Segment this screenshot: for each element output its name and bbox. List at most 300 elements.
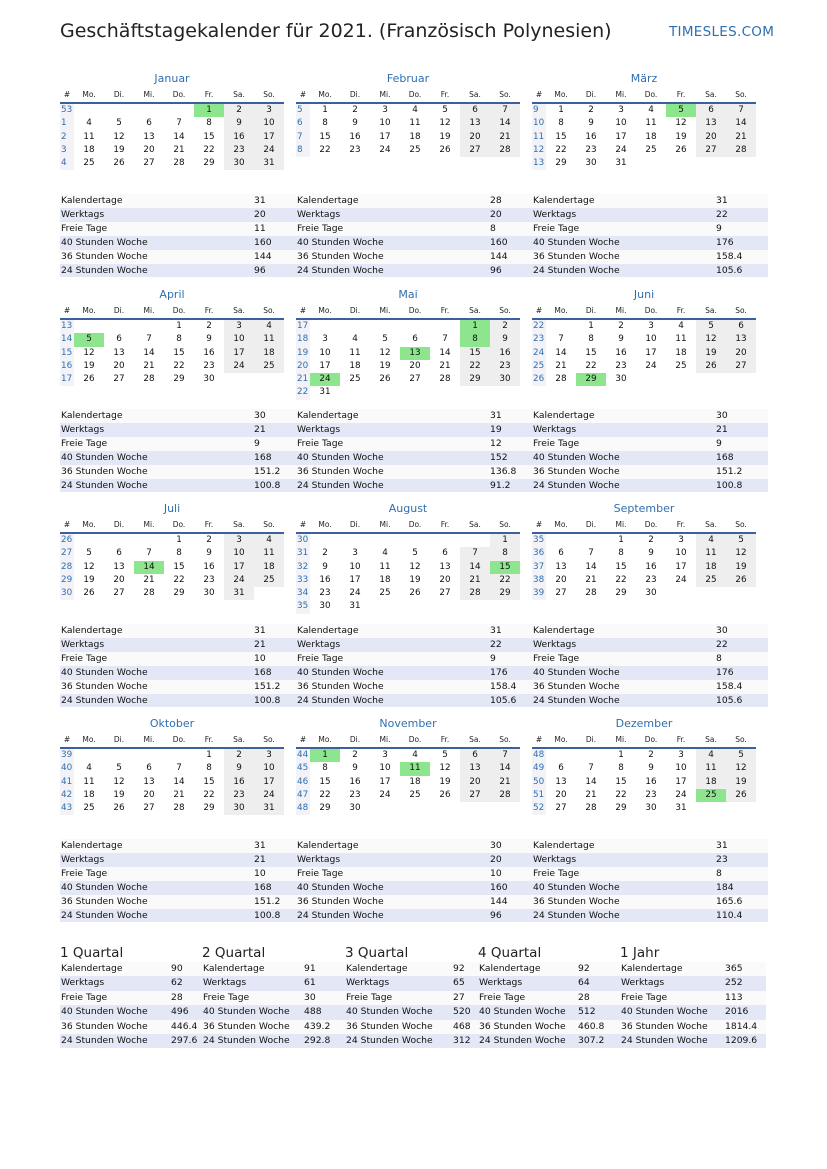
stats-label: 40 Stunden Woche [296, 881, 489, 895]
stats-value: 96 [489, 909, 532, 923]
day-cell: 4 [696, 748, 726, 762]
stats-table [296, 624, 532, 707]
week-row [60, 748, 284, 762]
stats-row [532, 680, 768, 694]
summary-table [202, 962, 348, 1048]
weekday-header: Di. [104, 304, 134, 319]
stats-table [60, 624, 296, 707]
empty-day-cell [726, 587, 756, 600]
stats-value: 176 [715, 236, 768, 250]
summary-row [345, 1005, 491, 1019]
summary-value: 488 [303, 1005, 348, 1019]
stats-row [60, 208, 296, 222]
summary-table [620, 962, 766, 1048]
empty-day-cell [636, 373, 666, 386]
summary-value: 27 [452, 991, 491, 1005]
week-number: 31 [296, 547, 310, 560]
day-cell: 5 [86, 548, 92, 559]
day-cell: 25 [696, 789, 726, 802]
summary-value: 30 [303, 991, 348, 1005]
summary-row [620, 1034, 766, 1048]
day-cell: 22 [319, 789, 331, 800]
day-cell: 29 [615, 588, 627, 599]
month-table [60, 733, 284, 815]
stats-table [532, 839, 768, 922]
day-cell: 25 [645, 144, 657, 155]
weekday-header-row [60, 304, 284, 319]
stats-label: Kalendertage [532, 839, 715, 853]
day-cell: 25 [254, 360, 284, 373]
month-name: Januar [154, 72, 190, 85]
weekday-header-row [532, 304, 756, 319]
day-cell: 21 [173, 144, 185, 155]
day-cell: 28 [173, 158, 185, 169]
week-row [60, 561, 284, 574]
month-table [296, 88, 520, 157]
stats-label: Kalendertage [60, 624, 253, 638]
weekday-header: Fr. [666, 88, 696, 103]
day-cell: 3 [254, 103, 284, 117]
stats-value: 165.6 [715, 895, 768, 909]
week-row [60, 762, 284, 775]
day-cell: 3 [224, 533, 254, 547]
day-cell: 13 [460, 117, 490, 130]
stats-row [532, 839, 768, 853]
stats-label: Werktags [532, 853, 715, 867]
day-cell: 5 [442, 105, 448, 115]
week-number: 14 [60, 333, 74, 346]
week-number: 29 [60, 574, 74, 587]
day-cell: 15 [319, 776, 331, 787]
day-cell: 5 [412, 548, 418, 559]
day-cell: 3 [352, 548, 358, 559]
month-name: Februar [386, 72, 430, 85]
weekday-header: Di. [340, 88, 370, 103]
day-cell: 29 [319, 803, 331, 814]
summary-row [202, 976, 348, 990]
week-number: 5 [296, 103, 310, 117]
weekday-header: Sa. [696, 304, 726, 319]
stats-value: 31 [489, 409, 532, 423]
day-cell: 30 [203, 588, 215, 599]
stats-row [296, 638, 532, 652]
month-stats [532, 624, 768, 707]
week-row [532, 762, 756, 775]
stats-row [296, 479, 532, 493]
month-stats [296, 409, 532, 492]
week-row [532, 748, 756, 762]
day-cell: 22 [203, 789, 215, 800]
day-cell: 19 [83, 360, 95, 371]
stats-label: 40 Stunden Woche [296, 451, 489, 465]
day-cell: 30 [645, 588, 657, 599]
stats-value: 9 [715, 437, 768, 451]
stats-value: 10 [253, 867, 296, 881]
week-number-header: # [60, 88, 74, 103]
summary-value: 468 [452, 1020, 491, 1034]
day-cell: 23 [615, 360, 627, 371]
stats-table [532, 409, 768, 492]
empty-day-cell [310, 319, 340, 333]
empty-day-cell [546, 748, 576, 762]
day-cell: 7 [176, 763, 182, 774]
month-table [532, 733, 756, 815]
stats-value: 160 [489, 881, 532, 895]
stats-label: Kalendertage [532, 624, 715, 638]
day-cell: 1 [558, 105, 564, 115]
summary-value: 61 [303, 976, 348, 990]
day-cell: 8 [490, 547, 520, 560]
month-calendar [532, 288, 756, 386]
day-cell: 9 [648, 548, 654, 559]
day-cell: 7 [588, 548, 594, 559]
day-cell: 26 [409, 588, 421, 599]
week-number-header: # [296, 733, 310, 748]
day-cell: 20 [555, 574, 567, 585]
day-cell: 22 [615, 574, 627, 585]
day-cell: 26 [696, 360, 726, 373]
day-cell: 9 [322, 561, 328, 572]
day-cell: 18 [696, 561, 726, 574]
day-cell: 12 [696, 333, 726, 346]
stats-label: Freie Tage [296, 222, 489, 236]
day-cell: 21 [173, 789, 185, 800]
stats-value: 100.8 [253, 694, 296, 708]
month-calendar [296, 288, 520, 400]
weekday-header: Mi. [606, 304, 636, 319]
week-row [296, 333, 520, 346]
day-cell: 4 [254, 533, 284, 547]
day-cell: 18 [675, 347, 687, 358]
empty-day-cell [696, 587, 726, 600]
day-cell: 18 [696, 776, 726, 789]
day-cell: 23 [203, 574, 215, 585]
month-stats [296, 194, 532, 277]
day-cell: 8 [176, 548, 182, 559]
weekday-header-row [60, 733, 284, 748]
week-row [296, 319, 520, 333]
day-cell: 31 [615, 158, 627, 169]
day-cell: 24 [310, 373, 340, 386]
stats-label: Freie Tage [60, 437, 253, 451]
day-cell: 3 [382, 105, 388, 115]
day-cell: 18 [83, 144, 95, 155]
summary-value: 62 [170, 976, 206, 990]
day-cell: 9 [352, 118, 358, 129]
weekday-header: Mi. [134, 88, 164, 103]
day-cell: 19 [113, 789, 125, 800]
day-cell: 28 [490, 144, 520, 157]
summary-value: 439.2 [303, 1020, 348, 1034]
stats-value: 9 [715, 222, 768, 236]
stats-value: 144 [489, 895, 532, 909]
week-row [296, 600, 520, 613]
day-cell: 16 [224, 131, 254, 144]
summary-value: 1814.4 [724, 1020, 766, 1034]
day-cell: 22 [615, 789, 627, 800]
day-cell: 9 [224, 762, 254, 775]
weekday-header: Mo. [74, 88, 104, 103]
week-number: 12 [532, 144, 546, 157]
summary-value: 496 [170, 1005, 206, 1019]
day-cell: 11 [696, 762, 726, 775]
week-number: 13 [60, 319, 74, 333]
day-cell: 1 [618, 750, 624, 760]
empty-day-cell [74, 319, 104, 333]
stats-value: 19 [489, 423, 532, 437]
day-cell: 29 [490, 587, 520, 600]
day-cell: 30 [349, 803, 361, 814]
summary-row [345, 976, 491, 990]
stats-row [296, 250, 532, 264]
day-cell: 22 [173, 574, 185, 585]
weekday-header: Fr. [194, 304, 224, 319]
empty-day-cell [490, 600, 520, 613]
day-cell: 19 [439, 131, 451, 142]
stats-value: 176 [489, 666, 532, 680]
day-cell: 15 [615, 776, 627, 787]
summary-row [478, 991, 620, 1005]
summary-row [345, 1020, 491, 1034]
day-cell: 9 [206, 334, 212, 345]
stats-value: 31 [253, 624, 296, 638]
day-cell: 12 [439, 118, 451, 129]
summary-label: 24 Stunden Woche [345, 1034, 452, 1048]
day-cell: 10 [379, 763, 391, 774]
stats-row [296, 853, 532, 867]
stats-value: 8 [715, 652, 768, 666]
summary-value: 365 [724, 962, 766, 976]
stats-value: 31 [253, 194, 296, 208]
stats-row [60, 264, 296, 278]
day-cell: 24 [379, 144, 391, 155]
day-cell: 31 [224, 587, 254, 600]
day-cell: 25 [409, 144, 421, 155]
stats-label: 36 Stunden Woche [60, 680, 253, 694]
day-cell: 16 [203, 561, 215, 572]
week-number: 15 [60, 347, 74, 360]
day-cell: 14 [460, 561, 490, 574]
week-row [296, 748, 520, 762]
day-cell: 21 [439, 360, 451, 371]
day-cell: 4 [352, 334, 358, 345]
day-cell: 2 [206, 535, 212, 545]
empty-day-cell [636, 157, 666, 170]
summary-row [478, 962, 620, 976]
day-cell: 29 [173, 374, 185, 385]
weekday-header: Fr. [430, 733, 460, 748]
summary-value: 28 [170, 991, 206, 1005]
month-name: März [630, 72, 658, 85]
weekday-header: Do. [164, 518, 194, 533]
weekday-header: Di. [104, 88, 134, 103]
weekday-header-row [532, 518, 756, 533]
summary-table [345, 962, 491, 1048]
stats-row [296, 208, 532, 222]
stats-value: 21 [253, 423, 296, 437]
weekday-header: Mi. [134, 518, 164, 533]
month-calendar [60, 717, 284, 815]
day-cell: 17 [349, 574, 361, 585]
summary-row [60, 1020, 206, 1034]
stats-label: 36 Stunden Woche [60, 465, 253, 479]
day-cell: 16 [585, 131, 597, 142]
weekday-header: So. [490, 518, 520, 533]
day-cell: 1 [322, 105, 328, 115]
stats-value: 28 [489, 194, 532, 208]
summary-label: 24 Stunden Woche [620, 1034, 724, 1048]
day-cell: 25 [83, 158, 95, 169]
day-cell: 18 [83, 789, 95, 800]
weekday-header: Di. [340, 304, 370, 319]
month-stats [296, 624, 532, 707]
stats-table [532, 624, 768, 707]
empty-day-cell [726, 157, 756, 170]
week-number-header: # [532, 733, 546, 748]
summary-row [478, 976, 620, 990]
day-cell: 26 [439, 144, 451, 155]
stats-value: 22 [489, 638, 532, 652]
day-cell: 21 [143, 574, 155, 585]
day-cell: 16 [645, 561, 657, 572]
week-number: 44 [296, 748, 310, 762]
day-cell: 11 [696, 547, 726, 560]
week-number: 41 [60, 776, 74, 789]
day-cell: 6 [696, 103, 726, 117]
weekday-header: Sa. [696, 733, 726, 748]
week-row [532, 789, 756, 802]
stats-label: Freie Tage [532, 437, 715, 451]
week-row [296, 533, 520, 547]
week-number: 19 [296, 347, 310, 360]
week-row [60, 157, 284, 170]
summary-row [202, 1020, 348, 1034]
stats-label: Kalendertage [296, 194, 489, 208]
weekday-header: Fr. [194, 733, 224, 748]
empty-day-cell [164, 748, 194, 762]
week-row [60, 802, 284, 815]
weekday-header-row [60, 518, 284, 533]
week-row [532, 117, 756, 130]
summary-value: 520 [452, 1005, 491, 1019]
day-cell: 4 [86, 763, 92, 774]
weekday-header: Do. [636, 518, 666, 533]
stats-row [60, 895, 296, 909]
stats-label: Kalendertage [60, 194, 253, 208]
day-cell: 4 [412, 105, 418, 115]
day-cell: 17 [224, 561, 254, 574]
day-cell: 14 [585, 561, 597, 572]
stats-row [296, 437, 532, 451]
empty-day-cell [370, 319, 400, 333]
day-cell: 19 [439, 776, 451, 787]
week-row [60, 360, 284, 373]
day-cell: 29 [615, 803, 627, 814]
day-cell: 30 [319, 601, 331, 612]
weekday-header: Mi. [606, 88, 636, 103]
stats-label: Werktags [532, 423, 715, 437]
stats-row [532, 250, 768, 264]
day-cell: 27 [113, 588, 125, 599]
stats-label: Werktags [296, 208, 489, 222]
weekday-header: Di. [340, 733, 370, 748]
stats-label: 36 Stunden Woche [532, 465, 715, 479]
day-cell: 13 [400, 347, 430, 360]
day-cell: 14 [143, 347, 155, 358]
stats-value: 96 [489, 264, 532, 278]
week-row [60, 533, 284, 547]
day-cell: 15 [585, 347, 597, 358]
week-row [532, 131, 756, 144]
week-row [296, 131, 520, 144]
stats-label: Kalendertage [296, 624, 489, 638]
day-cell: 30 [615, 374, 627, 385]
day-cell: 12 [409, 561, 421, 572]
day-cell: 17 [379, 131, 391, 142]
day-cell: 27 [439, 588, 451, 599]
weekday-header: Sa. [224, 518, 254, 533]
week-number: 17 [296, 319, 310, 333]
weekday-header: So. [254, 304, 284, 319]
week-number: 8 [296, 144, 310, 157]
stats-row [532, 624, 768, 638]
day-cell: 27 [696, 144, 726, 157]
day-cell: 25 [254, 574, 284, 587]
day-cell: 14 [490, 117, 520, 130]
day-cell: 17 [675, 776, 687, 787]
stats-label: 40 Stunden Woche [60, 881, 253, 895]
week-row [296, 561, 520, 574]
empty-day-cell [224, 373, 254, 386]
day-cell: 30 [490, 373, 520, 386]
week-number: 48 [532, 748, 546, 762]
month-table [296, 518, 520, 614]
day-cell: 8 [206, 118, 212, 129]
day-cell: 20 [460, 776, 490, 789]
stats-row [60, 451, 296, 465]
day-cell: 4 [382, 548, 388, 559]
day-cell: 10 [349, 561, 361, 572]
stats-value: 151.2 [715, 465, 768, 479]
week-row [532, 587, 756, 600]
day-cell: 2 [648, 535, 654, 545]
day-cell: 18 [379, 574, 391, 585]
weekday-header: Do. [400, 88, 430, 103]
weekday-header: Do. [636, 733, 666, 748]
day-cell: 25 [349, 374, 361, 385]
stats-table [60, 409, 296, 492]
day-cell: 28 [439, 374, 451, 385]
weekday-header: Do. [636, 88, 666, 103]
day-cell: 22 [585, 360, 597, 371]
empty-day-cell [460, 533, 490, 547]
weekday-header: Fr. [666, 304, 696, 319]
week-row [532, 144, 756, 157]
weekday-header: Sa. [224, 304, 254, 319]
empty-day-cell [74, 533, 104, 547]
empty-day-cell [400, 319, 430, 333]
empty-day-cell [370, 802, 400, 815]
summary-title: 1 Jahr [620, 945, 660, 961]
day-cell: 27 [113, 374, 125, 385]
weekday-header: Mo. [74, 304, 104, 319]
month-table [296, 733, 520, 815]
day-cell: 15 [319, 131, 331, 142]
site-link[interactable]: TIMESLES.COM [669, 24, 775, 40]
stats-row [532, 222, 768, 236]
day-cell: 6 [460, 103, 490, 117]
stats-label: Werktags [296, 423, 489, 437]
